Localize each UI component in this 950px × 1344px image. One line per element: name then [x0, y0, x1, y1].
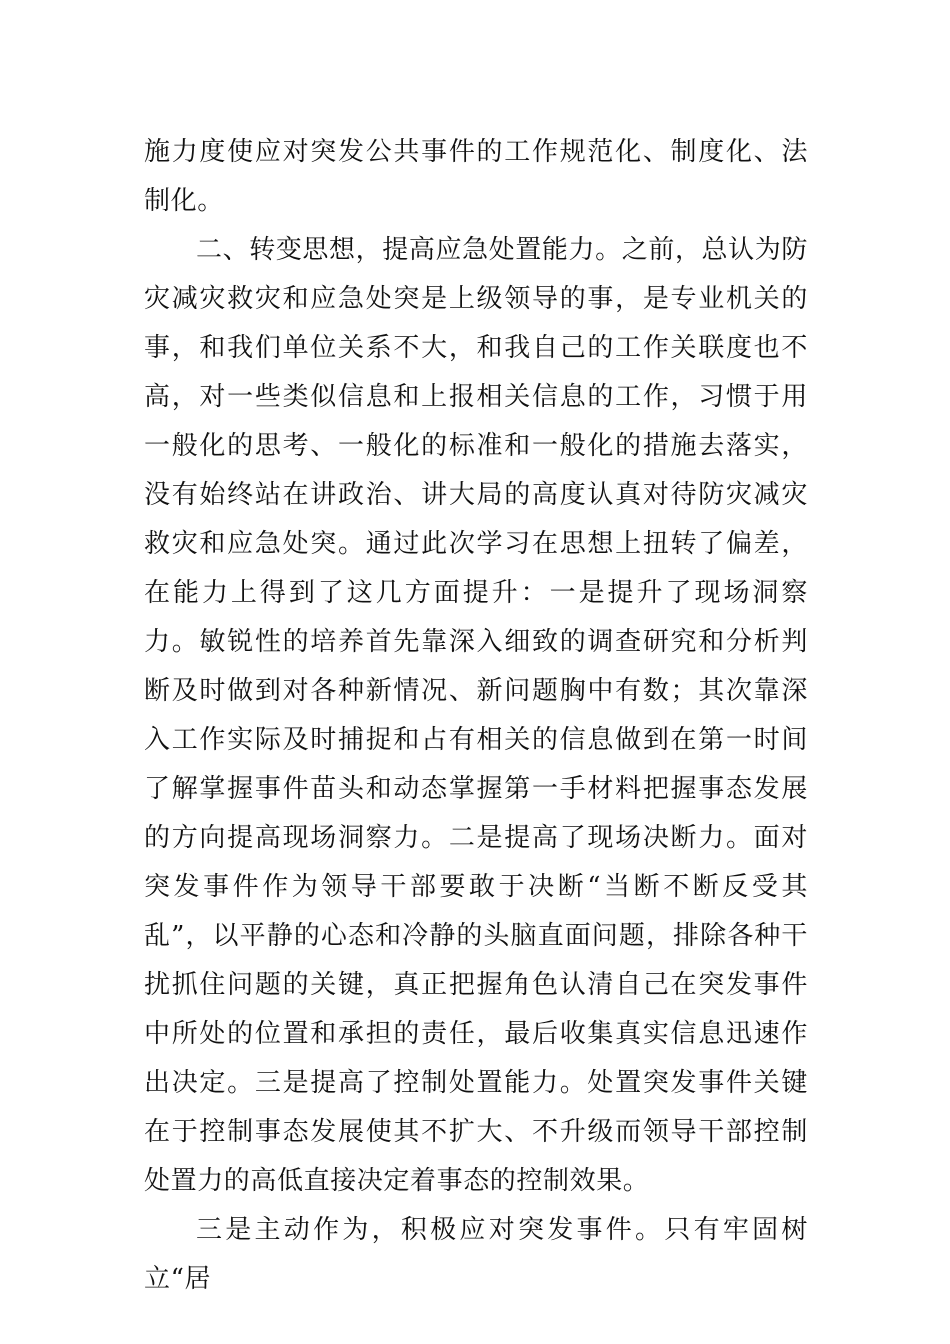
paragraph-section-three: 三是主动作为，积极应对突发事件。只有牢固树立“居 — [144, 1215, 808, 1294]
paragraph-continuation: 施力度使应对突发公共事件的工作规范化、制度化、法制化。 — [144, 137, 808, 216]
paragraph-section-two: 二、转变思想，提高应急处置能力。之前，总认为防灾减灾救灾和应急处突是上级领导的事，是专业机关的事，和我们单位关系不大，和我自己的工作关联度也不高，对一些类似信息和上报相关信息的工作，习惯于用一般化的思考、一般化的标准和一般化的措施去落实，没有始终站在讲政治、讲大局的高度认真对待防灾减灾救灾和应急处突。通过此次学习在思想上扭转了偏差，在能力上得到了这几方面提升：一是提升了现场洞察力。敏锐性的培养首先靠深入细致的调查研究和分析判断及时做到对各种新情况、新问题胸中有数；其次靠深入工作实际及时捕捉和占有相关的信息做到在第一时间了解掌握事件苗头和动态掌握第一手材料把握事态发展的方向提高现场洞察力。二是提高了现场决断力。面对突发事件作为领导干部要敢于决断“当断不断反受其乱”，以平静的心态和冷静的头脑直面问题，排除各种干扰抓住问题的关键，真正把握角色认清自己在突发事件中所处的位置和承担的责任，最后收集真实信息迅速作出决定。三是提高了控制处置能力。处置突发事件关键在于控制事态发展使其不扩大、不升级而领导干部控制处置力的高低直接决定着事态的控制效果。 — [144, 235, 808, 1196]
document-body — [144, 128, 808, 1304]
